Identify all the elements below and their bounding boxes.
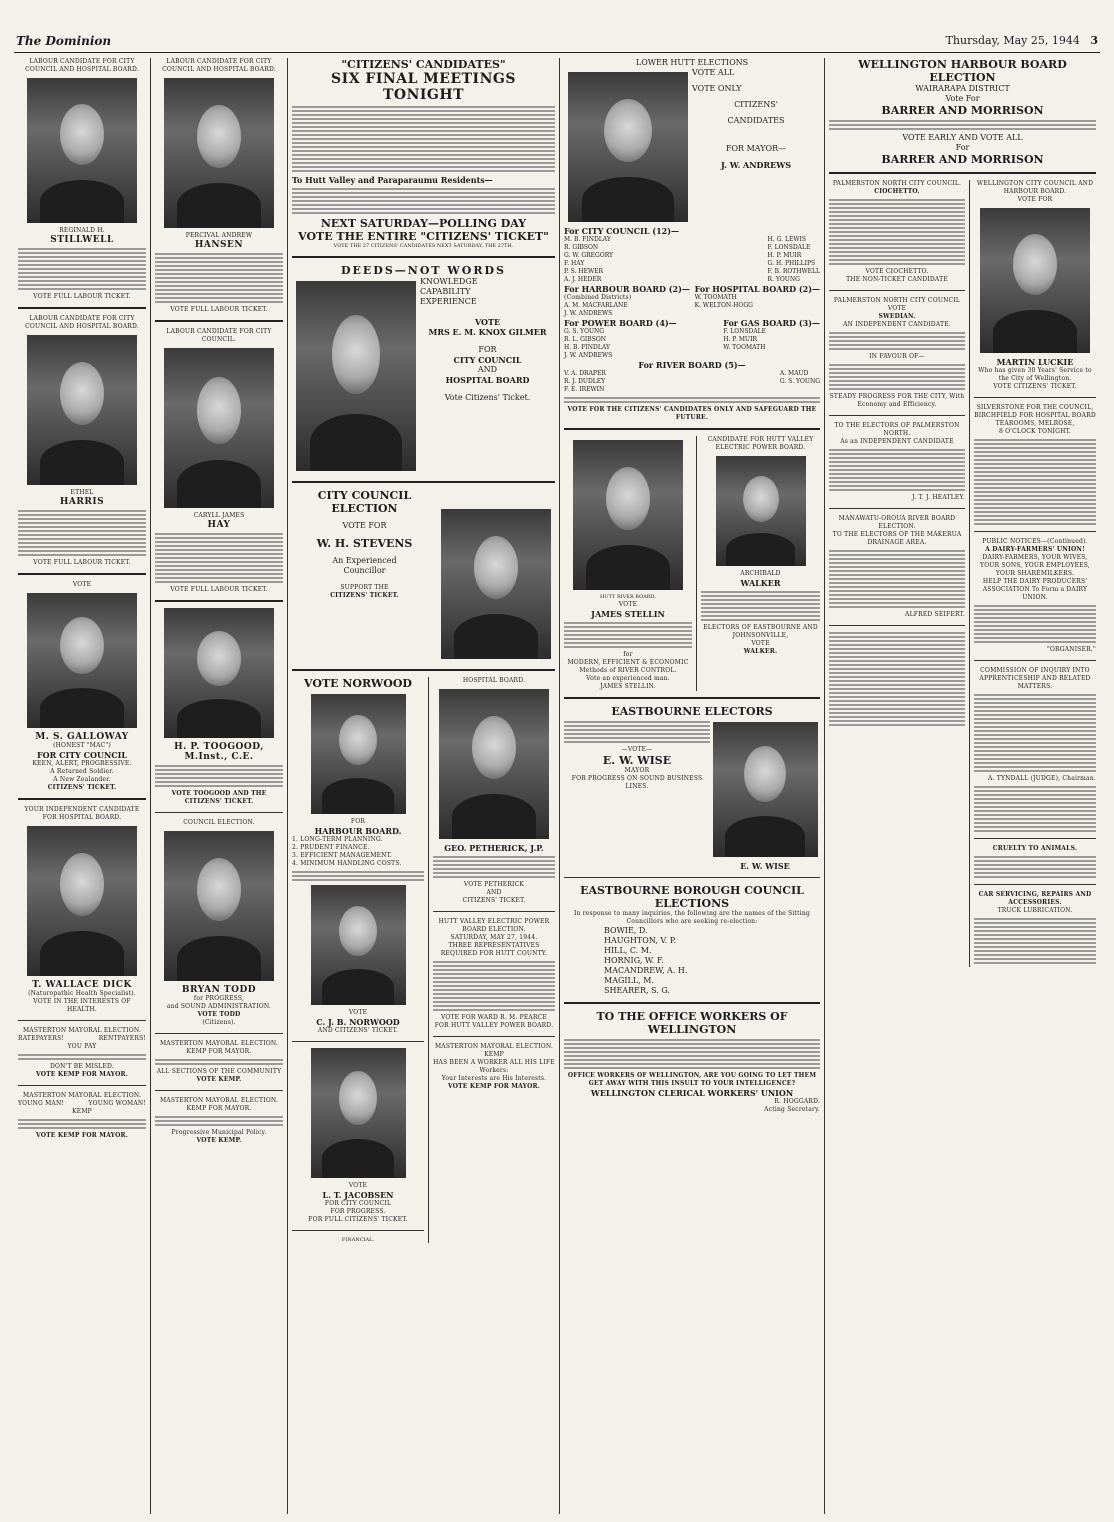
list-item: MACANDREW, A. H. xyxy=(604,965,688,975)
board-row: For POWER BOARD (4)— G. S. YOUNG R. L. GIBSON H. B. FINDLAY J. W. ANDREWS For GAS BOARD (3)— F. LONSDALE H. P. MUIR W. TOOMATH xyxy=(564,318,820,359)
ad-wise-text: —VOTE— E. W. WISE MAYOR FOR PROGRESS ON SOUND BUSINESS LINES. xyxy=(564,718,710,871)
body-text xyxy=(974,856,1096,878)
candidate-name: WALKER xyxy=(740,578,781,588)
portrait-photo xyxy=(164,608,274,738)
ad-kemp-head: MASTERTON MAYORAL ELECTION. xyxy=(22,1027,142,1034)
divider xyxy=(829,172,1096,174)
divider xyxy=(18,573,146,575)
list-item: R. L. GIBSON xyxy=(564,336,606,343)
ad-footer: CITIZENS' TICKET. xyxy=(47,784,117,791)
candidate-firstname: CARYLL JAMES xyxy=(193,512,245,519)
candidate-firstname: PERCIVAL ANDREW xyxy=(185,232,253,239)
list-item: R. GIBSON xyxy=(564,244,599,251)
section-heading: TO THE OFFICE WORKERS OF WELLINGTON xyxy=(596,1009,788,1036)
ad-footer: VOTE KEMP. xyxy=(196,1137,242,1144)
portrait-photo xyxy=(568,72,688,222)
list-item: F. LONSDALE xyxy=(767,244,811,251)
list-right xyxy=(723,328,820,352)
section-heading: VOTE NORWOOD xyxy=(304,676,412,690)
candidate-name: H. P. TOOGOOD, M.Inst., C.E. xyxy=(174,742,264,762)
section-heading: For RIVER BOARD (5)— xyxy=(638,360,746,370)
divider xyxy=(155,600,283,602)
list-item: G. W. GREGORY xyxy=(564,252,614,259)
ad-wise-photo: E. W. WISE xyxy=(710,718,820,871)
ad-footer: VOTE KEMP. xyxy=(196,1076,242,1083)
ad-footer: VOTE FOR THE CITIZENS' CANDIDATES ONLY AND SAFEGUARD THE FUTURE. xyxy=(567,406,817,421)
list-left xyxy=(564,236,613,284)
body-text xyxy=(974,694,1096,772)
ad-citizens-head: "CITIZENS' CANDIDATES" xyxy=(341,58,506,71)
divider xyxy=(829,415,965,416)
body-text xyxy=(18,248,146,290)
section-heading: CITY COUNCIL ELECTION xyxy=(317,488,412,515)
list-item: H. P. MUIR xyxy=(767,252,802,259)
ad-harris-head: LABOUR CANDIDATE FOR CITY COUNCIL AND HOSPITAL BOARD. xyxy=(25,315,139,330)
ad-row: RATEPAYERS! RENTPAYERS! xyxy=(18,1035,146,1042)
divider xyxy=(564,1002,820,1004)
ad-line: KEMP xyxy=(72,1108,92,1115)
candidate-nickname: (HONEST "MAC") xyxy=(53,742,111,749)
ticket-heading: VOTE THE ENTIRE "CITIZENS' TICKET" xyxy=(298,230,549,243)
ad-line: KEMP FOR MAYOR. xyxy=(186,1105,252,1112)
list-item: J. W. ANDREWS xyxy=(564,352,613,359)
divider xyxy=(292,256,555,258)
body-text xyxy=(155,1059,283,1065)
candidate-name: MARTIN LUCKIE xyxy=(996,357,1074,367)
portrait-photo xyxy=(164,348,274,508)
section-heading: EASTBOURNE BOROUGH COUNCIL ELECTIONS xyxy=(580,883,804,910)
ad-footer: VOTE FULL LABOUR TICKET. xyxy=(170,586,268,593)
list-item: F. HAY xyxy=(564,260,585,267)
ad-luckie: WELLINGTON CITY COUNCIL AND HARBOUR BOARD. VOTE FOR MARTIN LUCKIE Who has given 30 Years' Service to the City of Wellington. VOTE CITIZENS' TICKET. SILVERSTONE FOR THE COUNCIL, BIRCHFIELD FOR HOSPITAL BOARD TEAROOMS, MELROSE, 8 O'CLOCK TONIGHT. PUBLIC NOTICES—(Continued). A DAIRY-FARMERS' UNION! DAIRY-FARMERS, YOUR WIVES, YOUR SONS, YOUR EMPLOYEES, YOUR SHAREMILKERS. HELP THE DAIRY PRODUCERS' ASSOCIATION To Form a DAIRY UNION. "ORGANISER." COMMISSION OF INQUIRY INTO APPRENTICESHIP AND RELATED MATTERS. A. TYNDALL (JUDGE), Chairman. CRUELTY TO ANIMALS. CAR SERVICING, REPAIRS AND ACCESSORIES. TRUCK LUBRICATION. xyxy=(970,180,1096,967)
portrait-photo xyxy=(439,689,549,839)
body-text xyxy=(18,510,146,556)
candidate-name: JAMES STELLIN xyxy=(591,608,665,619)
ad-footer: VOTE KEMP FOR MAYOR. xyxy=(35,1132,129,1139)
list-item: H. G. LEWIS xyxy=(767,236,806,243)
portrait-photo xyxy=(164,831,274,981)
portrait-photo xyxy=(980,208,1090,353)
list-right xyxy=(768,236,820,284)
candidate-name: M. S. GALLOWAY xyxy=(35,732,129,742)
divider xyxy=(155,812,283,813)
divider xyxy=(18,1085,146,1086)
portrait-photo xyxy=(716,456,806,566)
list-left xyxy=(564,328,677,360)
list-left xyxy=(564,302,690,318)
divider xyxy=(974,397,1096,398)
ad-palmerston: PALMERSTON NORTH CITY COUNCIL. CIOCHETTO. VOTE CIOCHETTO. THE NON-TICKET CANDIDATE PALMERSTON NORTH CITY COUNCIL VOTE SWEDIAN. AN INDEPENDENT CANDIDATE. IN FAVOUR OF— STEADY PROGRESS FOR THE CITY, With Economy and Efficiency. TO THE ELECTORS OF PALMERSTON NORTH. As an INDEPENDENT CANDIDATE J. T. J. HEATLEY. MANAWATU-OROUA RIVER BOARD ELECTION. TO THE ELECTORS OF THE MAKERUA DRAINAGE AREA. ALFRED SEIFERT. xyxy=(829,180,970,967)
ad-line: KEEN, ALERT, PROGRESSIVE. xyxy=(32,760,132,767)
list-item: F. E. IREWIN xyxy=(564,386,605,393)
body-text xyxy=(564,397,820,403)
ad-norwood-row xyxy=(292,677,555,1244)
ad-line: VOTE THE 27 CITIZENS' CANDIDATES NEXT SATURDAY, THE 27TH. xyxy=(333,243,514,249)
page-number: 3 xyxy=(1090,34,1098,47)
divider xyxy=(292,481,555,483)
ad-kemp-head: MASTERTON MAYORAL ELECTION. xyxy=(22,1092,142,1099)
ad-row: YOUNG MAN! YOUNG WOMAN! xyxy=(18,1100,146,1107)
divider xyxy=(18,798,146,800)
divider xyxy=(292,1230,424,1231)
ad-galloway-head: VOTE xyxy=(72,581,92,588)
ad-stellin-walker xyxy=(564,436,820,691)
ad-citizens-title: SIX FINAL MEETINGS TONIGHT xyxy=(331,71,516,103)
body-text xyxy=(155,253,283,303)
body-text xyxy=(155,533,283,583)
portrait-photo xyxy=(27,335,137,485)
divider xyxy=(433,1036,555,1037)
body-text xyxy=(829,364,965,390)
body-text xyxy=(155,765,283,787)
candidate-name: CIOCHETTO. xyxy=(874,188,920,195)
ad-gilmer xyxy=(292,277,555,475)
candidate-firstname: ETHEL xyxy=(70,489,94,496)
ad-footer: VOTE KEMP FOR MAYOR. xyxy=(35,1071,129,1078)
divider xyxy=(564,428,820,430)
list-item: F. LONSDALE xyxy=(723,328,767,335)
list-right xyxy=(780,370,820,394)
list-item: G. S. YOUNG xyxy=(779,378,820,385)
ad-andrews xyxy=(564,68,820,226)
list-item: HAUGHTON, V. P. xyxy=(604,935,677,945)
ad-footer: VOTE TOOGOOD AND THE CITIZENS' TICKET. xyxy=(171,790,267,805)
list-item: A. J. HEDER xyxy=(564,276,602,283)
candidate-name: GEO. PETHERICK, J.P. xyxy=(444,842,544,853)
divider xyxy=(829,290,965,291)
ad-walker: CANDIDATE FOR HUTT VALLEY ELECTRIC POWER BOARD. ARCHIBALD WALKER ELECTORS OF EASTBOURNE AND JOHNSONVILLE, VOTE WALKER. xyxy=(697,436,820,691)
ad-andrews-text: VOTE ALL VOTE ONLY CITIZENS' CANDIDATES FOR MAYOR— J. W. ANDREWS xyxy=(692,68,820,226)
body-text xyxy=(292,871,424,881)
portrait-photo xyxy=(441,509,551,659)
list-item: M. B. FINDLAY xyxy=(564,236,611,243)
ad-lower-hutt-head: LOWER HUTT ELECTIONS xyxy=(635,58,749,67)
ad-todd-head: COUNCIL ELECTION. xyxy=(183,819,255,826)
portrait-photo xyxy=(713,722,818,857)
body-text xyxy=(829,449,965,491)
newspaper-title: The Dominion xyxy=(16,34,112,48)
candidate-name: W. H. STEVENS xyxy=(316,536,413,550)
list-item: H. B. FINDLAY xyxy=(564,344,610,351)
list-right xyxy=(695,294,820,310)
ad-line: A New Zealander. xyxy=(53,776,111,783)
ad-line: A Returned Soldier. xyxy=(50,768,114,775)
ad-footer: VOTE FULL LABOUR TICKET. xyxy=(170,306,268,313)
candidate-list xyxy=(564,370,820,394)
body-text xyxy=(829,120,1096,130)
polling-day-heading: NEXT SATURDAY—POLLING DAY xyxy=(320,217,527,230)
list-item: SHEARER, S. G. xyxy=(604,985,670,995)
body-text xyxy=(701,591,820,621)
portrait-photo xyxy=(311,694,406,814)
divider xyxy=(18,307,146,309)
ad-stevens xyxy=(292,489,555,663)
ad-stevens-text: CITY COUNCIL ELECTION VOTE FOR W. H. STEVENS An Experienced Councillor SUPPORT THE CITIZENS' TICKET. xyxy=(292,489,437,663)
column-5: WELLINGTON HARBOUR BOARD ELECTION WAIRARAPA DISTRICT Vote For BARRER AND MORRISON VOTE EARLY AND VOTE ALL For BARRER AND MORRISON PALMERSTON NORTH CITY COUNCIL. CIOCHETTO. VOTE CIOCHETTO. THE NON-TICKET CANDIDATE PALMERSTON NORTH CITY COUNCIL VOTE SWEDIAN. AN INDEPENDENT CANDIDATE. IN FAVOUR OF— STEADY PROGRESS FOR THE CITY, With Economy and Efficiency. TO THE ELECTORS OF PALMERSTON NORTH. As an INDEPENDENT CANDIDATE J. T. J. HEATLEY. MANAWATU-OROUA RIVER BOARD ELECTION. TO THE ELECTORS OF THE MAKERUA DRAINAGE AREA. ALFRED SEIFERT. WELLINGTON CITY COUNCIL AND HARBOUR BOARD. VOTE FOR MARTIN LUCKIE Who has given 30 Years' Service to the City of Wellington. VOTE CITIZENS' TICKET. SILVERSTONE FOR THE COUNCIL, BIRCHFIELD FOR HOSPITAL BOARD TEAROOMS, MELROSE, 8 O'CLOCK TONIGHT. PUBLIC NOTICES—(Continued). A DAIRY-FARMERS' UNION! DAIRY-FARMERS, YOUR WIVES, YOUR SONS, YOUR EMPLOYEES, YOUR SHAREMILKERS. HELP THE DAIRY PRODUCERS' ASSOCIATION To Form a DAIRY UNION. "ORGANISER." COMMISSION OF INQUIRY INTO APPRENTICESHIP AND RELATED MATTERS. A. TYNDALL (JUDGE), Chairman. CRUELTY TO ANIMALS. CAR SERVICING, REPAIRS AND ACCESSORIES. TRUCK LUBRICATION. xyxy=(825,58,1100,1514)
body-text xyxy=(18,1119,146,1129)
list-item: BOWIE, D. xyxy=(604,925,648,935)
masthead xyxy=(14,30,1100,53)
ad-wise xyxy=(564,718,820,871)
divider xyxy=(974,884,1096,885)
list-item: P. S. HEWER xyxy=(564,268,604,275)
divider xyxy=(564,697,820,699)
list-item: V. A. DRAPER xyxy=(564,370,606,377)
section-heading: To Hutt Valley and Paraparaumu Residents— xyxy=(292,175,493,185)
list-item: G. H. PHILLIPS xyxy=(767,260,816,267)
candidate-firstname: REGINALD H. xyxy=(59,227,105,234)
list-left xyxy=(564,370,606,394)
divider xyxy=(155,320,283,322)
body-text xyxy=(292,188,555,214)
candidate-name: E. W. WISE xyxy=(602,753,672,767)
candidate-name: SWEDIAN. xyxy=(878,313,916,320)
divider xyxy=(155,1033,283,1034)
column-3 xyxy=(288,58,560,1514)
body-text xyxy=(974,786,1096,832)
candidate-name: MRS E. M. KNOX GILMER xyxy=(428,326,547,337)
divider xyxy=(564,877,820,878)
portrait-photo xyxy=(296,281,416,471)
ad-petherick: HOSPITAL BOARD. GEO. PETHERICK, J.P. VOTE PETHERICK AND CITIZENS' TICKET. HUTT VALLEY ELECTRIC POWER BOARD ELECTION. SATURDAY, MAY 27, 1944. THREE REPRESENTATIVES REQUIRED FOR HUTT COUNTY. VOTE FOR WARD R. M. PEARCE FOR HUTT VALLEY POWER BOARD. MASTERTON MAYORAL ELECTION. KEMP HAS BEEN A WORKER ALL HIS LIFE Workers: Your Interests are His Interests. VOTE KEMP FOR MAYOR. xyxy=(433,676,555,1090)
portrait-photo xyxy=(164,78,274,228)
divider xyxy=(292,1041,424,1042)
body-text xyxy=(974,605,1096,643)
divider xyxy=(974,660,1096,661)
section-heading: For CITY COUNCIL (12)— xyxy=(564,226,679,236)
list-item: HILL, C. M. xyxy=(604,945,652,955)
body-text xyxy=(974,918,1096,964)
ad-norwood: VOTE NORWOOD FOR HARBOUR BOARD. 1. LONG-TERM PLANNING. 2. PRUDENT FINANCE. 3. EFFICIENT MANAGEMENT. 4. MINIMUM HANDLING COSTS. VOTE C. J. B. NORWOOD AND CITIZENS' TICKET. VOTE L. T. JACOBSEN FOR CITY COUNCIL FOR PROGRESS. FOR FULL CITIZENS' TICKET. FINANCIAL. xyxy=(292,677,429,1244)
list-item: A. MAUD xyxy=(779,370,809,377)
ad-gilmer-text: KNOWLEDGE CAPABILITY EXPERIENCE VOTE MRS E. M. KNOX GILMER FOR CITY COUNCIL AND HOSPITAL BOARD Vote Citizens' Ticket. xyxy=(420,277,555,475)
body-text xyxy=(974,439,1096,525)
deeds-heading: DEEDS—NOT WORDS xyxy=(340,263,506,277)
ad-kemp-head: MASTERTON MAYORAL ELECTION. xyxy=(159,1040,279,1047)
body-text xyxy=(829,332,965,350)
candidate-name: C. J. B. NORWOOD xyxy=(316,1016,400,1027)
ad-line: Progressive Municipal Policy. xyxy=(171,1129,267,1136)
list-item: K. WELTON-HOGG xyxy=(694,302,753,309)
body-text xyxy=(155,1116,283,1126)
ad-line: and SOUND ADMINISTRATION. xyxy=(166,1003,272,1010)
ad-line: DON'T BE MISLED. xyxy=(50,1063,114,1070)
candidate-name: J. W. ANDREWS xyxy=(720,160,791,170)
ad-line: (Citizens). xyxy=(202,1019,236,1026)
divider xyxy=(155,1090,283,1091)
ad-line: VOTE IN THE INTERESTS OF HEALTH. xyxy=(33,998,131,1013)
portrait-photo xyxy=(311,885,406,1005)
ad-footer: VOTE FULL LABOUR TICKET. xyxy=(33,559,131,566)
column-4: LOWER HUTT ELECTIONS VOTE ALL VOTE ONLY CITIZENS' CANDIDATES FOR MAYOR— J. W. ANDREWS For CITY COUNCIL (12)— M. B. FINDLAY R. GIBSON G. W. GREGORY F. HAY P. S. HEWER A. J. HEDER H. G. LEWIS F. LONSDALE H. P. MUIR G. H. PHILLIPS F. B. ROTHWELL R. YOUNG For HARBOUR BOARD (2)— (Combined Districts) A. M. MACFARLANE J. W. ANDREWS For HOSPITAL BOARD (2)— W. TOOMATH K. WELTON-HOGG For POWER BOARD (4)— G. S. YOUNG R. L. GIBSON H. B. FINDLAY J. W. ANDREWS For GAS BOARD (3)— F. LONSDALE H. P. MUIR W. TOOMATH For RIVER BOARD (5)— V. A. DRAPER R. J. DUDLEY F. E. IREWIN A. MAUD G. S. YOUNG VOTE FOR THE CITIZENS' CANDIDATES ONLY AND SAFEGUARD THE FUTURE. HUTT RIVER BOARD. VOTE JAMES STELLIN for MODERN, EFFICIENT & ECONOMIC Methods of RIVER CONTROL. Vote an experienced man. JAMES STELLIN. CANDIDATE FOR HUTT VALLEY ELECTRIC POWER BOARD. ARCHIBALD WALKER ELECTORS OF EASTBOURNE AND JOHNSONVILLE, VOTE WALKER. EASTBOURNE ELECTORS —VOTE— E. W. WISE MAYOR FOR PROGRESS ON SOUND BUSINESS LINES. E. W. WISE EASTBOURNE BOROUGH COUNCIL ELECTIONS In response to many inquiries, the following are the names of the Sitting Councillors who are seeking re-election: BOWIE, D. HAUGHTON, V. P. HILL, C. M. HORNIG, W. F. MACANDREW, A. H. MAGILL, M. SHEARER, S. G. TO THE OFFICE WORKERS OF WELLINGTON OFFICE WORKERS OF WELLINGTON, ARE YOU GOING TO LET THEM GET AWAY WITH THIS INSULT TO YOUR INTELLIGENCE? WELLINGTON CLERICAL WORKERS' UNION R. HOGGARD. Acting Secretary. xyxy=(560,58,825,1514)
body-text xyxy=(564,721,710,743)
list-item: A. M. MACFARLANE xyxy=(564,302,628,309)
list-item: W. TOOMATH xyxy=(723,344,766,351)
ad-row xyxy=(829,180,1096,967)
list-item: R. J. DUDLEY xyxy=(564,378,606,385)
candidate-profession: (Naturopathic Health Specialist). xyxy=(28,990,136,997)
candidate-name: HANSEN xyxy=(194,240,244,250)
body-text xyxy=(829,550,965,608)
list-item: H. P. MUIR xyxy=(723,336,757,343)
ad-dick-head: YOUR INDEPENDENT CANDIDATE FOR HOSPITAL BOARD. xyxy=(24,806,140,821)
councillor-list xyxy=(564,926,820,996)
ad-line: VOTE TODD xyxy=(197,1011,241,1018)
body-text xyxy=(564,622,692,648)
column-2 xyxy=(151,58,288,1514)
body-text xyxy=(564,1039,820,1069)
column-1 xyxy=(14,58,151,1514)
body-text xyxy=(18,1054,146,1060)
divider xyxy=(18,1020,146,1021)
divider xyxy=(433,911,555,912)
body-text xyxy=(829,199,965,265)
candidate-name: HAY xyxy=(207,520,231,530)
ad-line: YOU PAY xyxy=(67,1043,97,1050)
ad-footer: VOTE FULL LABOUR TICKET. xyxy=(33,293,131,300)
list-item: J. W. ANDREWS xyxy=(564,310,613,317)
list-item: HORNIG, W. F. xyxy=(604,955,664,965)
ad-line: KEMP FOR MAYOR. xyxy=(186,1048,252,1055)
list-item: W. TOOMATH xyxy=(694,294,737,301)
body-text xyxy=(292,106,555,172)
ad-hay-head: LABOUR CANDIDATE FOR CITY COUNCIL. xyxy=(166,328,272,343)
body-text xyxy=(829,632,965,726)
list-item: R. YOUNG xyxy=(767,276,800,283)
ad-harbour-head: WELLINGTON HARBOUR BOARD ELECTION xyxy=(858,58,1067,84)
issue-date: Thursday, May 25, 1944 3 xyxy=(945,34,1098,47)
ad-hansen-head: LABOUR CANDIDATE FOR CITY COUNCIL AND HOSPITAL BOARD. xyxy=(162,58,276,73)
section-heading: EASTBOURNE ELECTORS xyxy=(611,704,773,718)
divider xyxy=(829,508,965,509)
divider xyxy=(292,669,555,671)
candidate-name: BRYAN TODD xyxy=(181,985,257,995)
ad-line: for PROGRESS, xyxy=(193,995,245,1002)
candidate-name: L. T. JACOBSEN xyxy=(322,1189,394,1200)
portrait-photo xyxy=(311,1048,406,1178)
office-label: FOR CITY COUNCIL xyxy=(37,750,127,760)
ad-line: ALL SECTIONS OF THE COMMUNITY xyxy=(156,1068,282,1075)
candidate-name: HARRIS xyxy=(59,497,105,507)
portrait-photo xyxy=(27,593,137,728)
ad-stellin: HUTT RIVER BOARD. VOTE JAMES STELLIN for MODERN, EFFICIENT & ECONOMIC Methods of RIVER CONTROL. Vote an experienced man. JAMES STELLIN. xyxy=(564,436,697,691)
candidate-name: T. WALLACE DICK xyxy=(32,980,132,990)
divider xyxy=(974,838,1096,839)
portrait-photo xyxy=(27,826,137,976)
candidate-list xyxy=(564,236,820,284)
portrait-photo xyxy=(27,78,137,223)
ad-kemp-head: MASTERTON MAYORAL ELECTION. xyxy=(159,1097,279,1104)
list-item: G. S. YOUNG xyxy=(564,328,605,335)
body-text xyxy=(433,961,555,1011)
body-text xyxy=(433,856,555,878)
list-item: F. B. ROTHWELL xyxy=(767,268,820,275)
portrait-photo xyxy=(573,440,683,590)
divider xyxy=(829,625,965,626)
board-row: For HARBOUR BOARD (2)— (Combined Districts) A. M. MACFARLANE J. W. ANDREWS For HOSPITAL BOARD (2)— W. TOOMATH K. WELTON-HOGG xyxy=(564,284,820,317)
ad-stillwell-head: LABOUR CANDIDATE FOR CITY COUNCIL AND HOSPITAL BOARD. xyxy=(25,58,139,73)
divider xyxy=(974,531,1096,532)
candidate-name: STILLWELL xyxy=(50,235,114,245)
list-item: MAGILL, M. xyxy=(604,975,654,985)
